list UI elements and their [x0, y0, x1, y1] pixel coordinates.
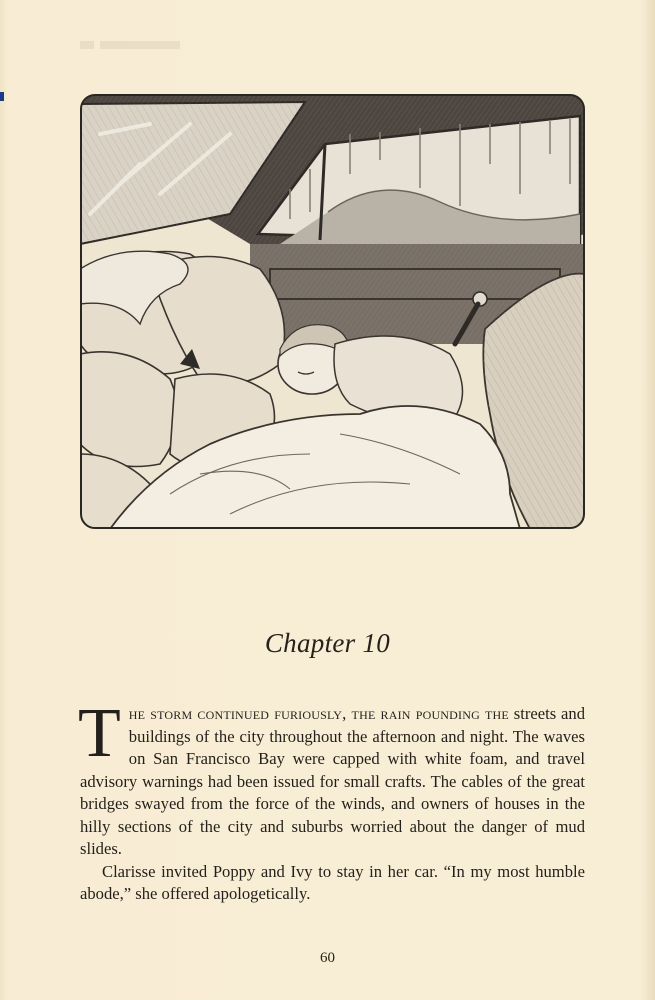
page-edge-mark [0, 92, 4, 101]
chapter-body [78, 695, 585, 906]
chapter-title: Chapter 10 [264, 628, 391, 658]
chapter-illustration [80, 94, 585, 529]
paragraph-2: Clarisse invited Poppy and Ivy to stay in her car. “In my most humble abode,” she offered apologetically. [80, 861, 585, 903]
paragraph-1-text: streets and buildings of the city throughout the afternoon and night. The waves on San Francisco Bay were capped with white foam, and travel advisory warnings had been issued for small crafts. The cables of the great bridges swayed from the force of the winds, and owners of houses in the hilly sections of the city and suburbs worried about the danger of mud slides. [80, 704, 585, 858]
page-number: 60 [320, 950, 335, 966]
lead-in-smallcaps: he storm continued furiously, the rain pounding the [128, 704, 509, 723]
paragraph-1 [78, 695, 585, 861]
bleed-through-header [80, 36, 200, 48]
drop-cap: T [78, 695, 121, 772]
